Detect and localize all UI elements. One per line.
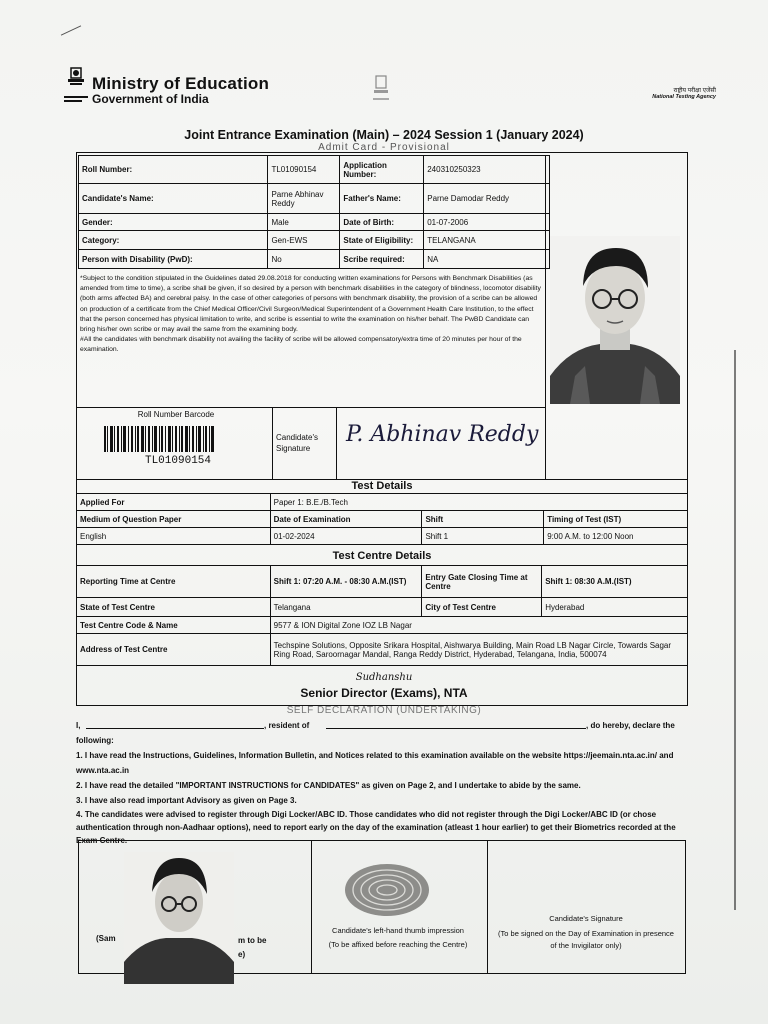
medium-value: English [77,528,271,545]
declaration-item-3: 3. I have also read important Advisory as given on Page 3. [76,796,297,805]
gate-closing-value: Shift 1: 08:30 A.M.(IST) [542,566,688,598]
candidate-name-value: Parne Abhinav Reddy [268,184,340,214]
national-emblem-icon [62,66,90,106]
photo-caption-suffix-2: e) [238,950,246,959]
application-number-label: Application Number: [340,156,424,184]
test-centre-table [76,565,688,666]
shift-value: Shift 1 [422,528,544,545]
test-details-heading: Test Details [351,480,413,492]
gate-closing-label: Entry Gate Closing Time at Centre [422,566,542,598]
roll-number-label: Roll Number: [79,156,268,184]
self-declaration-heading: SELF DECLARATION (UNDERTAKING) [286,705,482,716]
barcode-icon [104,426,214,452]
city-of-centre-label: City of Test Centre [422,598,542,617]
name-blank [86,728,264,729]
signature-divider [545,408,546,480]
photo-caption-suffix-1: m to be [238,936,267,945]
timing-label: Timing of Test (IST) [544,511,688,528]
thumb-impression-icon [342,860,432,920]
centre-address-value: Techspine Solutions, Opposite Srikara Hospital, Aishwarya Building, Main Road LB Nagar Circle, Towards Sagar Ring Road, Saroornagar Mandal, Ranga Reddy District, Hyderabad, Telangana, India, 500074 [270,634,687,666]
signature-label-divider [336,408,337,480]
dob-label: Date of Birth: [340,214,424,231]
pwd-label: Person with Disability (PwD): [79,250,268,269]
nta-english: National Testing Agency [652,94,716,100]
declaration-line [76,718,688,733]
father-name-value: Parne Damodar Reddy [424,184,550,214]
candidate-sign-note: (To be signed on the Day of Examination in presence of the Invigilator only) [498,929,674,950]
reporting-time-label: Reporting Time at Centre [77,566,271,598]
declaration-item-1: 1. I have read the Instructions, Guidelines, Information Bulletin, and Notices related to this examination available on the website https://jeemain.nta.ac.in/ and www.nta.ac.in [76,751,674,775]
date-of-exam-value: 01-02-2024 [270,528,422,545]
scan-mark [61,25,81,35]
faded-emblem-icon [370,72,392,106]
state-of-centre-value: Telangana [270,598,422,617]
centre-address-label: Address of Test Centre [77,634,271,666]
thumb-note: (To be affixed before reaching the Centre) [328,940,468,949]
city-of-centre-value: Hyderabad [542,598,688,617]
gender-value: Male [268,214,340,231]
exam-title: Joint Entrance Examination (Main) – 2024 Session 1 (January 2024) [184,128,584,142]
signature-label: Candidate's Signature [276,433,318,453]
reporting-time-value: Shift 1: 07:20 A.M. - 08:30 A.M.(IST) [270,566,422,598]
timing-value: 9:00 A.M. to 12:00 Noon [544,528,688,545]
declaration-resident: , resident of [264,721,310,730]
test-details-table [76,493,688,545]
scribe-notes [80,274,546,356]
declaration-hereby: , do hereby, declare the [586,721,675,730]
state-of-centre-label: State of Test Centre [77,598,271,617]
centre-code-label: Test Centre Code & Name [77,617,271,634]
scribe-label: Scribe required: [340,250,424,269]
candidate-details-table [78,155,550,269]
candidate-signature: P. Abhinav Reddy [346,422,539,447]
barcode-block [78,408,274,480]
admit-card-label: Admit Card - Provisional [318,142,450,153]
medium-label: Medium of Question Paper [77,511,271,528]
pasted-photo [124,852,234,984]
thumb-label: Candidate's left-hand thumb impression [332,926,464,935]
scribe-value: NA [424,250,550,269]
candidate-name-label: Candidate's Name: [79,184,268,214]
date-of-exam-label: Date of Examination [270,511,422,528]
declaration-following: following: [76,736,114,745]
resident-blank [326,728,586,729]
authority-title: Senior Director (Exams), NTA [300,686,468,700]
nta-logo [616,86,716,112]
note-compensatory-time: #All the candidates with benchmark disability not availing the facility of scribe will be allowed compensatory/extra time of 20 minutes per hour of the examination. [80,336,522,354]
barcode-label: Roll Number Barcode [137,410,215,419]
shift-label: Shift [422,511,544,528]
government-title: Government of India [92,92,209,106]
declaration-item-4: 4. The candidates were advised to register through Digi Locker/ABC ID. Those candidates who did not register through the Digi Locker/ABC ID (or chose authentication through non-Aadhaar options), need to report early on the day of the examination (atleast 1 hour earlier) to get their Biometrics recorded at the Exam Centre. [76,810,676,845]
father-name-label: Father's Name: [340,184,424,214]
authority-signature: Sudhanshu [355,672,413,683]
pwd-value: No [268,250,340,269]
gender-label: Gender: [79,214,268,231]
declaration-i: I, [76,721,81,730]
self-declaration-block [76,718,688,847]
photo-caption-prefix: (Sam [96,934,116,943]
note-scribe-condition: *Subject to the condition stipulated in the Guidelines dated 29.08.2018 for conducting written examinations for Persons with Benchmark Disabilities (as amended from time to time), a scribe shall be given, if so desired by a person with benchmark disabilities in the category of blindness, locomotor disability (both arms affected BA) and cerebral palsy. In the case of other categories of persons with benchmark disability, the provision of a scribe can be allowed on production of a certificate from the Chief Medical Officer/Civil Surgeon/Medical Superintendent of a Government Health Care Institution, to the effect that the person concerned has physical limitation to write, and scribe is essential to write the examination on his/her behalf. The PwBD Candidate can bring his/her own scribe or may avail the same from the examining body. [80,275,541,334]
scan-edge [734,350,736,910]
category-value: Gen-EWS [268,231,340,250]
roll-number-value: TL01090154 [268,156,340,184]
ministry-title: Ministry of Education [92,74,270,93]
declaration-item-2: 2. I have read the detailed "IMPORTANT INSTRUCTIONS for CANDIDATES" as given on Page 2, and I undertake to abide by the same. [76,781,581,790]
dob-value: 01-07-2006 [424,214,550,231]
category-label: Category: [79,231,268,250]
nta-hindi: राष्ट्रीय परीक्षा एजेंसी [673,88,716,94]
barcode-divider [272,408,273,480]
state-eligibility-value: TELANGANA [424,231,550,250]
candidate-sign-label: Candidate's Signature [549,914,623,923]
state-eligibility-label: State of Eligibility: [340,231,424,250]
candidate-photo [550,236,680,404]
centre-code-value: 9577 & ION Digital Zone IOZ LB Nagar [270,617,687,634]
application-number-value: 240310250323 [424,156,550,184]
applied-for-label: Applied For [77,494,271,511]
test-centre-heading: Test Centre Details [332,550,432,562]
barcode-value: TL01090154 [144,455,211,467]
applied-for-value: Paper 1: B.E./B.Tech [270,494,687,511]
